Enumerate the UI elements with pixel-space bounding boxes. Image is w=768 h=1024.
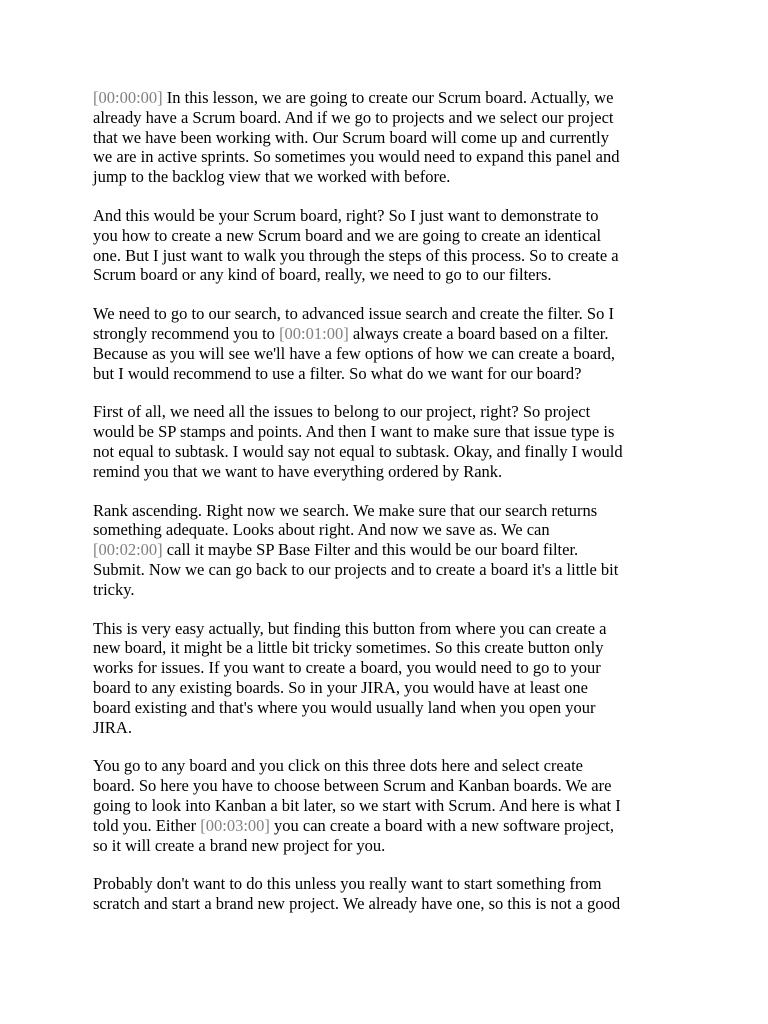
transcript-paragraph-4 xyxy=(93,402,683,481)
transcript-page xyxy=(93,88,683,933)
paragraph-text: call it maybe SP Base Filter and this would be our board filter. Submit. Now we can go back to our projects and to create a board it's a little bit tricky. xyxy=(93,540,619,599)
transcript-paragraph-6 xyxy=(93,619,683,738)
transcript-paragraph-3 xyxy=(93,304,683,383)
transcript-paragraph-7 xyxy=(93,756,683,855)
paragraph-text: In this lesson, we are going to create our Scrum board. Actually, we already have a Scrum board. And if we go to projects and we select our project that we have been working with. Our Scrum board will come up and currently we are in active sprints. So sometimes you would need to expand this panel and jump to the backlog view that we worked with before. xyxy=(93,88,620,187)
paragraph-text: Rank ascending. Right now we search. We make sure that our search returns something adequate. Looks about right. And now we save as. We can xyxy=(93,500,598,540)
paragraph-text: You go to any board and you click on this three dots here and select create board. So here you have to choose between Scrum and Kanban boards. We are going to look into Kanban a bit later, so we start with Scrum. And here is what I told you. Either xyxy=(93,756,621,835)
paragraph-text: We need to go to our search, to advanced issue search and create the filter. So I strongly recommend you to xyxy=(93,304,614,343)
timestamp: [00:00:00] xyxy=(93,88,163,107)
transcript-paragraph-8 xyxy=(93,874,683,914)
paragraph-text: First of all, we need all the issues to belong to our project, right? So project would be SP stamps and points. And then I want to make sure that issue type is not equal to subtask. I would say not equal to subtask. Okay, and finally I would remind you that we want to have everything ordered by Rank. xyxy=(93,402,623,481)
transcript-paragraph-2 xyxy=(93,206,683,285)
paragraph-text: And this would be your Scrum board, right? So I just want to demonstrate to you how to create a new Scrum board and we are going to create an identical one. But I just want to walk you through the steps of this process. So to create a Scrum board or any kind of board, really, we need to go to our filters. xyxy=(93,205,619,285)
paragraph-text: you can create a board with a new software project, so it will create a brand new project for you. xyxy=(93,815,614,855)
paragraph-text: always create a board based on a filter. Because as you will see we'll have a few options of how we can create a board, but I would recommend to use a filter. So what do we want for our board? xyxy=(93,323,616,383)
timestamp: [00:03:00] xyxy=(200,815,270,835)
transcript-paragraph-1 xyxy=(93,88,683,187)
paragraph-text: Probably don't want to do this unless you really want to start something from scratch and start a brand new project. We already have one, so this is not a good xyxy=(93,874,621,914)
paragraph-text: This is very easy actually, but finding this button from where you can create a new board, it might be a little bit tricky sometimes. So this create button only works for issues. If you want to create a board, you would need to go to your board to any existing boards. So in your JIRA, you would have at least one board existing and that's where you would usually land when you open your JIRA. xyxy=(93,618,607,737)
transcript-paragraph-5 xyxy=(93,501,683,600)
timestamp: [00:01:00] xyxy=(279,323,349,343)
timestamp: [00:02:00] xyxy=(93,540,163,560)
